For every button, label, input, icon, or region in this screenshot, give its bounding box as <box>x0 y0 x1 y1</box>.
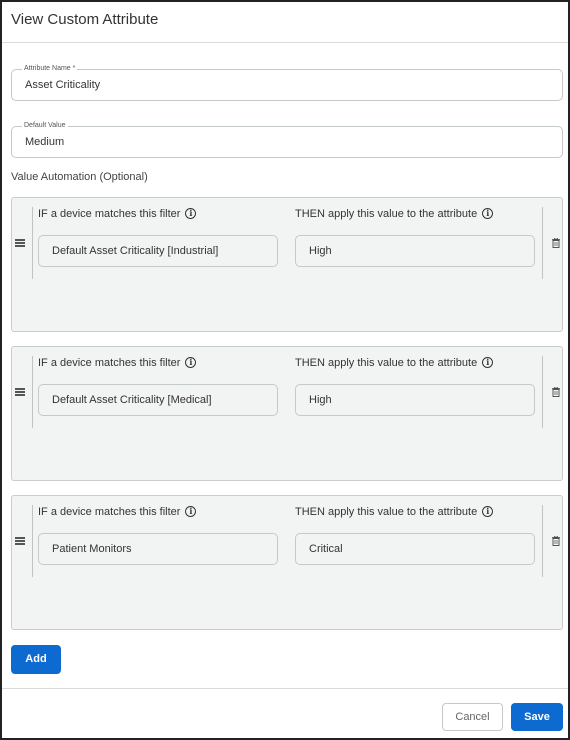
attribute-name-field[interactable] <box>11 65 563 101</box>
automation-rule-3 <box>11 495 563 630</box>
filter-select-value: Patient Monitors <box>52 543 132 555</box>
save-button[interactable]: Save <box>511 703 563 731</box>
rule-divider <box>32 207 33 279</box>
rule-divider <box>542 207 543 279</box>
filter-select-value: Default Asset Criticality [Medical] <box>52 394 212 406</box>
value-select[interactable] <box>295 533 535 565</box>
drag-handle-icon[interactable] <box>15 537 25 545</box>
automation-rule-1 <box>11 197 563 332</box>
filter-select[interactable] <box>38 384 278 416</box>
filter-column-label <box>38 357 196 369</box>
value-select[interactable] <box>295 235 535 267</box>
info-icon[interactable]: i <box>482 208 493 219</box>
value-select-value: High <box>309 394 332 406</box>
value-column-label <box>295 506 493 518</box>
drag-handle-icon[interactable] <box>15 239 25 247</box>
attribute-name-label: Attribute Name * <box>24 65 76 72</box>
filter-select[interactable] <box>38 533 278 565</box>
rule-divider <box>32 356 33 428</box>
drag-handle-icon[interactable] <box>15 388 25 396</box>
value-label-text: THEN apply this value to the attribute <box>295 208 478 220</box>
rule-divider <box>32 505 33 577</box>
cancel-button[interactable]: Cancel <box>442 703 503 731</box>
filter-label-text: IF a device matches this filter <box>38 208 181 220</box>
rule-divider <box>542 505 543 577</box>
trash-icon[interactable] <box>552 238 560 248</box>
automation-rule-2 <box>11 346 563 481</box>
rule-divider <box>542 356 543 428</box>
add-rule-button[interactable]: Add <box>11 645 61 674</box>
value-automation-label: Value Automation (Optional) <box>11 171 148 183</box>
filter-select[interactable] <box>38 235 278 267</box>
trash-icon[interactable] <box>552 387 560 397</box>
info-icon[interactable]: i <box>185 357 196 368</box>
info-icon[interactable]: i <box>482 506 493 517</box>
default-value-label: Default Value <box>24 122 66 129</box>
value-label-text: THEN apply this value to the attribute <box>295 357 478 369</box>
dialog-header <box>2 2 568 43</box>
info-icon[interactable]: i <box>482 357 493 368</box>
filter-select-value: Default Asset Criticality [Industrial] <box>52 245 219 257</box>
filter-column-label <box>38 208 196 220</box>
info-icon[interactable]: i <box>185 208 196 219</box>
info-icon[interactable]: i <box>185 506 196 517</box>
default-value-value: Medium <box>25 136 65 148</box>
value-column-label <box>295 208 493 220</box>
trash-icon[interactable] <box>552 536 560 546</box>
value-label-text: THEN apply this value to the attribute <box>295 506 478 518</box>
value-column-label <box>295 357 493 369</box>
value-select[interactable] <box>295 384 535 416</box>
filter-label-text: IF a device matches this filter <box>38 357 181 369</box>
attribute-name-value: Asset Criticality <box>25 79 101 91</box>
filter-column-label <box>38 506 196 518</box>
value-select-value: High <box>309 245 332 257</box>
default-value-field[interactable] <box>11 122 563 158</box>
footer-divider <box>2 688 568 689</box>
dialog-title: View Custom Attribute <box>11 11 159 28</box>
filter-label-text: IF a device matches this filter <box>38 506 181 518</box>
value-select-value: Critical <box>309 543 343 555</box>
